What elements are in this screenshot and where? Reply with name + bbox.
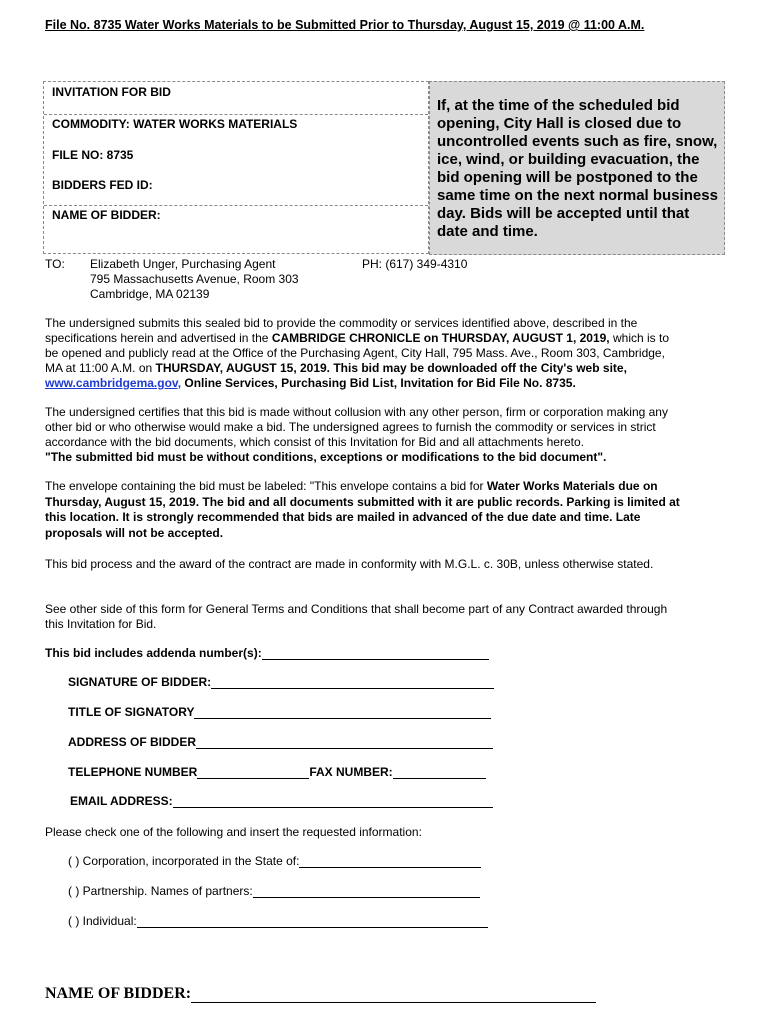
- partnership-option[interactable]: ( ) Partnership. Names of partners:: [68, 884, 480, 898]
- address-field[interactable]: ADDRESS OF BIDDER: [68, 735, 493, 749]
- to-label: TO:: [45, 257, 65, 271]
- invitation-title: INVITATION FOR BID: [52, 85, 171, 99]
- agent-street: 795 Massachusetts Avenue, Room 303: [90, 272, 299, 286]
- email-field[interactable]: EMAIL ADDRESS:: [70, 794, 493, 808]
- document-header: File No. 8735 Water Works Materials to be Submitted Prior to Thursday, August 15, 2019 @ 11:00 A.M.: [45, 18, 645, 32]
- agent-phone: PH: (617) 349-4310: [362, 257, 468, 271]
- agent-city: Cambridge, MA 02139: [90, 287, 210, 301]
- city-website-link[interactable]: www.cambridgema.gov,: [45, 376, 182, 390]
- paragraph-mgl: This bid process and the award of the contract are made in conformity with M.G.L. c. 30B, unless otherwise stated.: [45, 557, 654, 571]
- fed-id-field[interactable]: BIDDERS FED ID:: [52, 178, 153, 192]
- signature-field[interactable]: SIGNATURE OF BIDDER:: [68, 675, 494, 689]
- title-of-signatory-field[interactable]: TITLE OF SIGNATORY: [68, 705, 491, 719]
- bidder-name-field[interactable]: NAME OF BIDDER:: [52, 208, 161, 222]
- paragraph-submission: The undersigned submits this sealed bid to provide the commodity or services identified above, described in the specifications herein and advertised in the CAMBRIDGE CHRONICLE on THURSDAY, AUGUST 1, 2019, which is to be opened and publicly read at the Office of the Purchasing Agent, City Hall, 795 Mass. Ave., Room 303, Cambridge, MA at 11:00 A.M. on THURSDAY, AUGUST 15, 2019. This bid may be downloaded off the City's web site, www.cambridgema.gov, Online Services, Purchasing Bid List, Invitation for Bid File No. 8735.: [45, 316, 669, 390]
- paragraph-envelope: The envelope containing the bid must be labeled: "This envelope contains a bid for Water Works Materials due on Thursday, August 15, 2019. The bid and all documents submitted with it are public records. Parking is limited at this location. It is strongly recommended that bids are mailed in advanced of the due date and time. Late proposals will not be accepted.: [45, 479, 680, 540]
- addenda-field[interactable]: This bid includes addenda number(s):: [45, 646, 489, 660]
- telephone-fax-field[interactable]: TELEPHONE NUMBER FAX NUMBER:: [68, 765, 486, 779]
- agent-name: Elizabeth Unger, Purchasing Agent: [90, 257, 276, 271]
- file-no-label: FILE NO: 8735: [52, 148, 134, 162]
- invitation-box: [43, 81, 429, 254]
- paragraph-certification: The undersigned certifies that this bid is made without collusion with any other person, firm or corporation making any other bid or who otherwise would make a bid. The undersigned agrees to furnish the commodity or services in strict accordance with the bid documents, which consist of this Invitation for Bid and all attachments hereto. "The submitted bid must be without conditions, exceptions or modifications to the bid document".: [45, 405, 668, 464]
- bottom-bidder-name-field[interactable]: NAME OF BIDDER:: [45, 985, 596, 1003]
- closure-notice: If, at the time of the scheduled bid opening, City Hall is closed due to uncontrolled events such as fire, snow, ice, wind, or building evacuation, the bid opening will be postponed to the same time on the next normal business day. Bids will be accepted until that date and time.: [429, 81, 725, 255]
- commodity-label: COMMODITY: WATER WORKS MATERIALS: [52, 117, 298, 131]
- check-instructions: Please check one of the following and insert the requested information:: [45, 825, 422, 839]
- paragraph-terms: See other side of this form for General Terms and Conditions that shall become part of any Contract awarded through this Invitation for Bid.: [45, 602, 668, 631]
- individual-option[interactable]: ( ) Individual:: [68, 914, 488, 928]
- corporation-option[interactable]: ( ) Corporation, incorporated in the State of:: [68, 854, 481, 868]
